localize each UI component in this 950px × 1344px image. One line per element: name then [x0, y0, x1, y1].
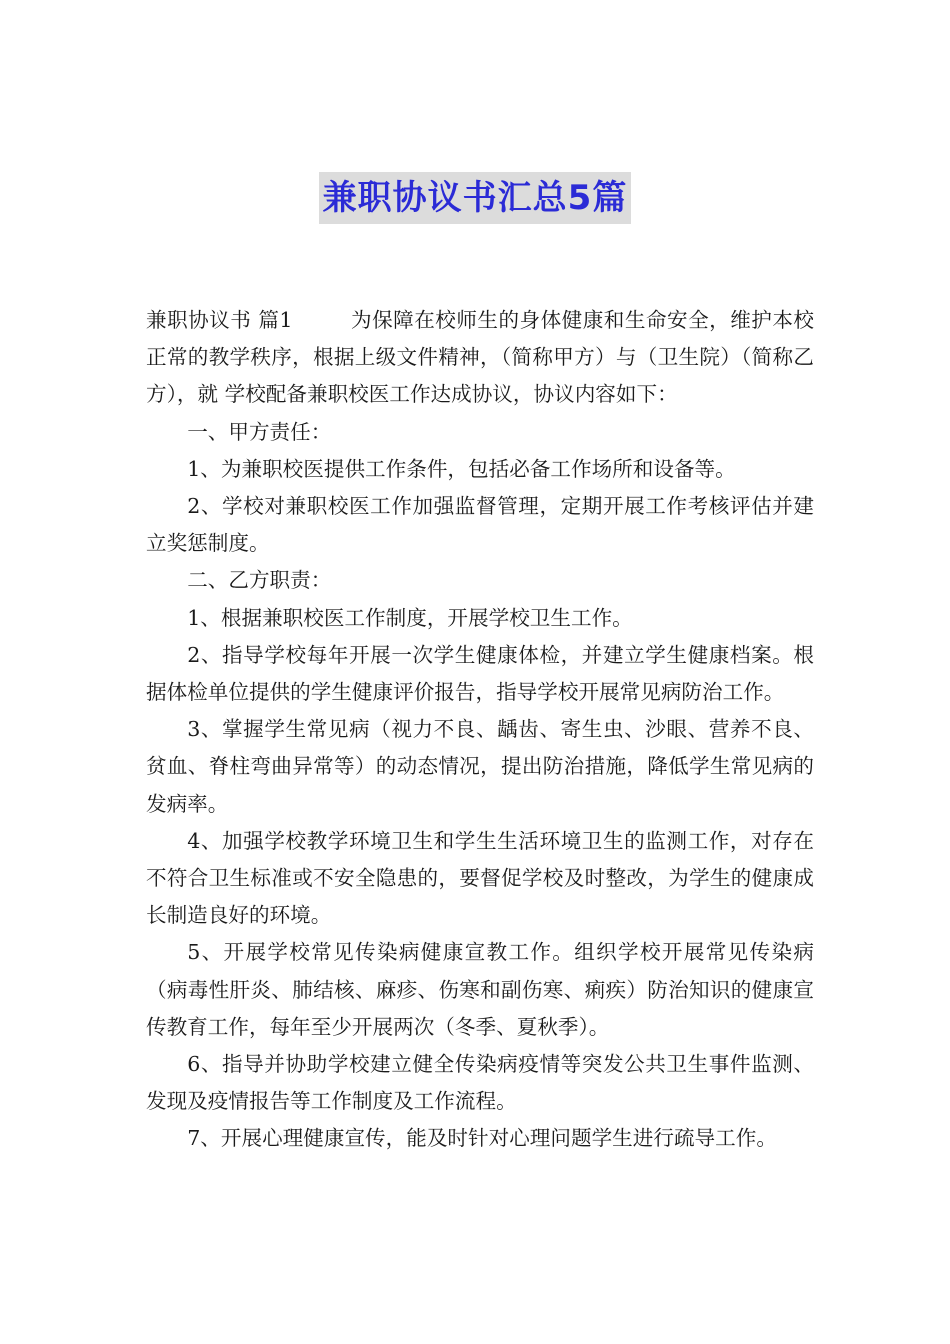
- paragraph: 1、为兼职校医提供工作条件，包括必备工作场所和设备等。: [187, 456, 736, 481]
- document-title: 兼职协议书汇总5篇: [319, 172, 632, 224]
- title-container: [0, 172, 950, 224]
- paragraph: 2、指导学校每年开展一次学生健康体检，并建立学生健康档案。根据体检单位提供的学生健康评价报告，指导学校开展常见病防治工作。: [146, 642, 814, 705]
- section-heading-party-a: 一、甲方责任：: [187, 419, 332, 444]
- paragraph: 1、根据兼职校医工作制度，开展学校卫生工作。: [187, 605, 633, 630]
- paragraph: 3、掌握学生常见病（视力不良、龋齿、寄生虫、沙眼、营养不良、贫血、脊柱弯曲异常等）的动态情况，提出防治措施，降低学生常见病的发病率。: [146, 717, 814, 816]
- paragraph: 6、指导并协助学校建立健全传染病疫情等突发公共卫生事件监测、发现及疫情报告等工作制度及工作流程。: [146, 1052, 814, 1114]
- document-body: [146, 302, 814, 1158]
- paragraph: 4、加强学校教学环境卫生和学生生活环境卫生的监测工作，对存在不符合卫生标准或不安全隐患的，要督促学校及时整改，为学生的健康成长制造良好的环境。: [146, 828, 814, 928]
- intro-label: 兼职协议书 篇1: [146, 308, 293, 332]
- section-heading-party-b: 二、乙方职责：: [187, 568, 332, 593]
- paragraph: 2、学校对兼职校医工作加强监督管理，定期开展工作考核评估并建立奖惩制度。: [146, 494, 814, 556]
- paragraph: 7、开展心理健康宣传，能及时针对心理问题学生进行疏导工作。: [187, 1126, 777, 1151]
- intro-text: 为保障在校师生的身体健康和生命安全，维护本校正常的教学秩序，根据上级文件精神，（简称甲方）与（卫生院）（简称乙方），就 学校配备兼职校医工作达成协议，协议内容如下：: [146, 308, 814, 407]
- paragraph: 5、开展学校常见传染病健康宣教工作。组织学校开展常见传染病（病毒性肝炎、肺结核、麻疹、伤寒和副伤寒、痢疾）防治知识的健康宣传教育工作，每年至少开展两次（冬季、夏秋季）。: [146, 940, 814, 1039]
- intro-paragraph: [146, 302, 814, 414]
